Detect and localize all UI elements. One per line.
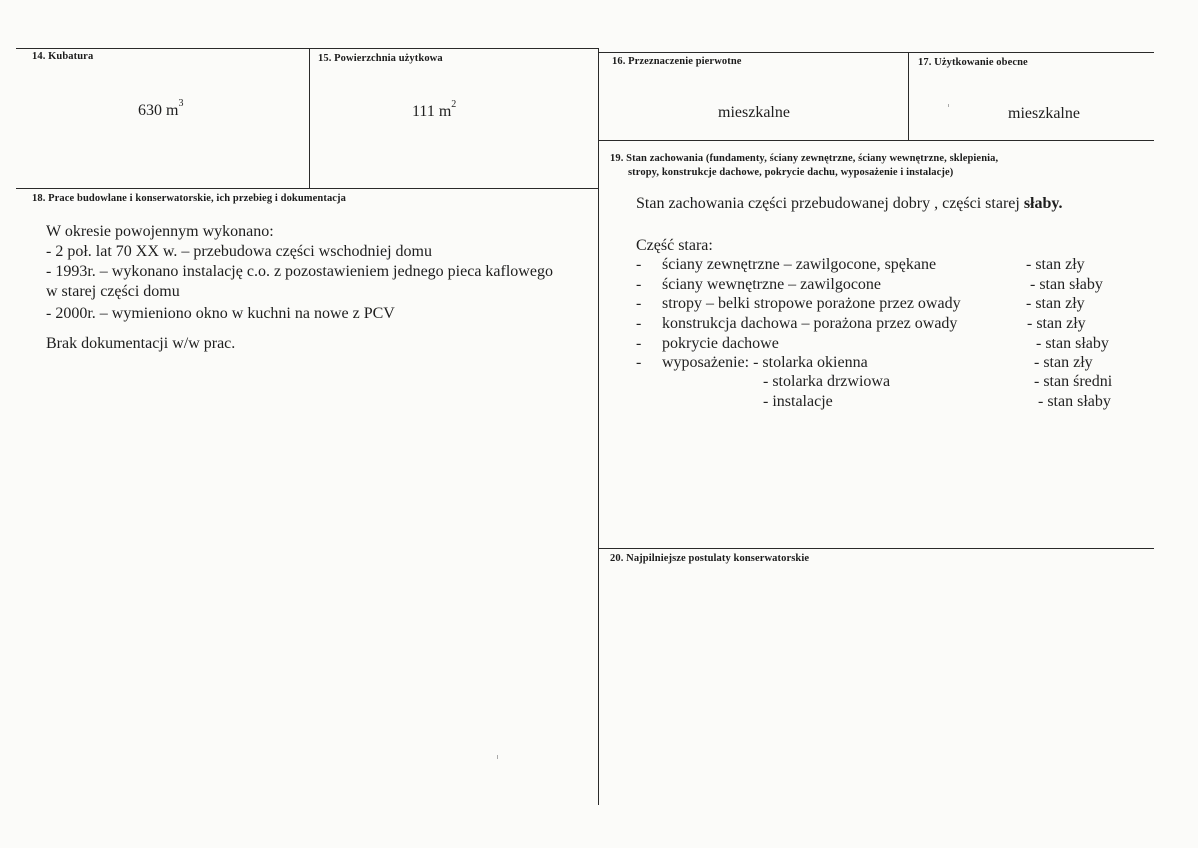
rule-v-center [598,48,599,805]
scan-speck [497,755,498,759]
condition-summary-text: Stan zachowania części przebudowanej dobry , części starej [636,195,1020,212]
item-status: - stan słaby [1030,276,1103,293]
documentation-note: Brak dokumentacji w/w prac. [46,335,236,352]
rule-19-top [598,140,1154,141]
field-19-label-line-1: 19. Stan zachowania (fundamenty, ściany zewnętrzne, ściany wewnętrzne, sklepienia, [610,153,999,164]
field-16-label: 16. Przeznaczenie pierwotne [612,56,742,67]
bullet: - [636,315,642,332]
rule-top-right [598,52,1154,53]
bullet: - [636,256,642,273]
item-text: ściany wewnętrzne – zawilgocone [662,276,882,293]
condition-summary [636,194,1063,214]
works-line-2: - 2 poł. lat 70 XX w. – przebudowa części wschodniej domu [46,243,432,260]
bullet: - [636,295,642,312]
field-19-label-line-2: stropy, konstrukcje dachowe, pokrycie dachu, wyposażenie i instalacje) [628,167,954,178]
field-20-label: 20. Najpilniejsze postulaty konserwatorskie [610,553,810,564]
item-text: wyposażenie: - stolarka okienna [662,354,868,371]
rule-v-14-15 [309,48,310,188]
field-17-label: 17. Użytkowanie obecne [918,57,1028,68]
bullet: - [636,276,642,293]
item-status: - stan średni [1034,373,1113,390]
rule-top-left [16,48,598,49]
item-text: konstrukcja dachowa – porażona przez owady [662,315,958,332]
area-unit-exponent: 2 [451,99,457,110]
field-17-value: mieszkalne [1008,105,1080,122]
works-line-5: - 2000r. – wymieniono okno w kuchni na nowe z PCV [46,305,395,322]
item-status: - stan słaby [1038,393,1111,410]
old-part-title: Część stara: [636,237,713,254]
works-line-4: w starej części domu [46,283,180,300]
field-14-label: 14. Kubatura [32,51,94,62]
item-status: - stan zły [1027,315,1086,332]
item-text: stropy – belki stropowe porażone przez owady [662,295,961,312]
rule-20-top [598,548,1154,549]
rule-v-16-17 [908,52,909,140]
scan-speck [948,104,949,107]
rule-18-top [16,188,598,189]
item-status: - stan zły [1026,256,1085,273]
field-18-content [46,222,591,354]
bullet: - [636,354,642,371]
field-16-value: mieszkalne [718,104,790,121]
item-status: - stan zły [1034,354,1093,371]
condition-summary-bold: słaby. [1023,195,1063,212]
item-status: - stan zły [1026,295,1085,312]
works-line-3: - 1993r. – wykonano instalację c.o. z pozostawieniem jednego pieca kaflowego [46,263,553,280]
field-15-label: 15. Powierzchnia użytkowa [318,53,443,64]
item-text: ściany zewnętrzne – zawilgocone, spękane [662,256,937,273]
field-15-value [412,99,457,121]
field-18-label: 18. Prace budowlane i konserwatorskie, ich przebieg i dokumentacja [32,193,347,204]
field-14-value [138,98,184,120]
volume-value: 630 m [138,102,179,119]
item-text: - stolarka drzwiowa [763,373,891,390]
item-text: pokrycie dachowe [662,335,779,352]
bullet: - [636,335,642,352]
area-value: 111 m [412,103,452,120]
works-line-1: W okresie powojennym wykonano: [46,223,274,240]
item-text: - instalacje [763,393,833,410]
item-status: - stan słaby [1036,335,1109,352]
volume-unit-exponent: 3 [178,98,184,109]
